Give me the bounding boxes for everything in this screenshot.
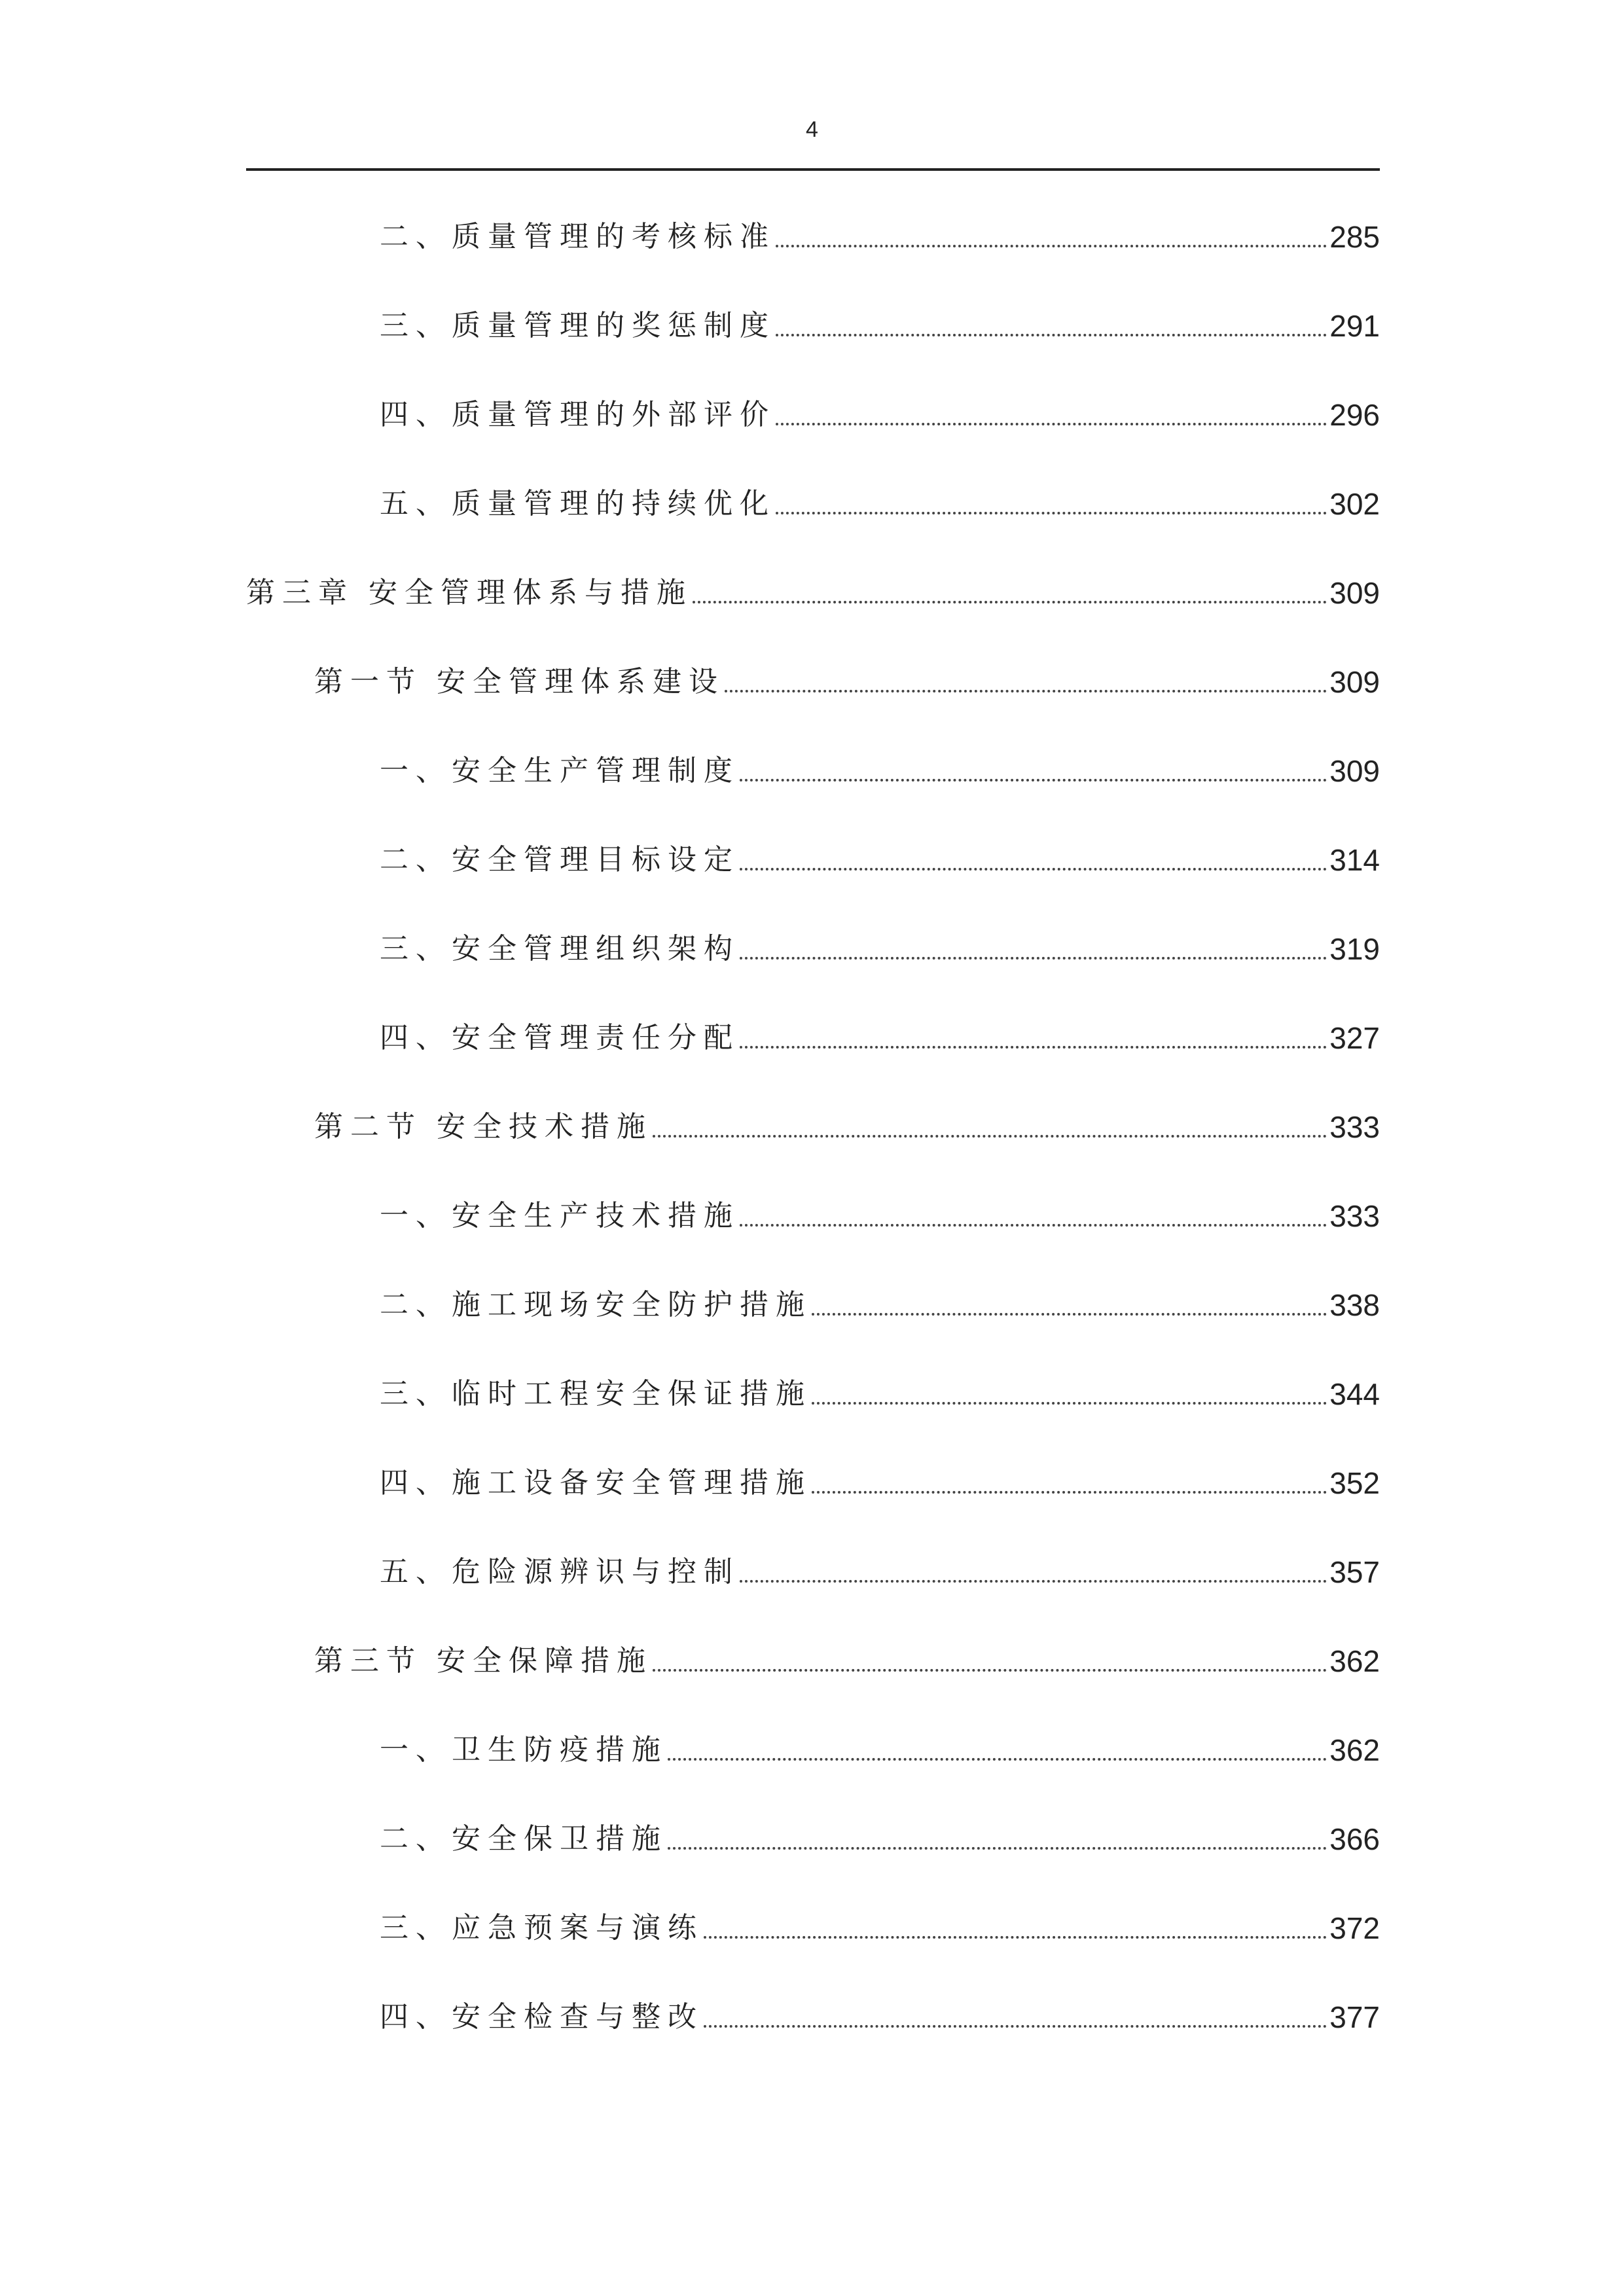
toc-entry-title: 四、安全管理责任分配 <box>380 1021 740 1054</box>
toc-entry-page: 309 <box>1329 754 1380 788</box>
toc-entry-title: 二、质量管理的考核标准 <box>380 220 776 253</box>
toc-entry[interactable] <box>380 928 1380 967</box>
toc-entry-page: 357 <box>1329 1555 1380 1589</box>
toc-entry[interactable] <box>380 1907 1380 1946</box>
toc-entry-page: 319 <box>1329 932 1380 966</box>
toc-entry-title: 三、安全管理组织架构 <box>380 932 740 965</box>
toc-leader-dots <box>740 779 1327 781</box>
toc-entry-page: 366 <box>1329 1822 1380 1856</box>
toc-entry-title: 四、安全检查与整改 <box>380 2000 704 2034</box>
toc-entry[interactable] <box>380 1017 1380 1056</box>
toc-entry-title: 五、质量管理的持续优化 <box>380 487 776 520</box>
toc-section-entry[interactable] <box>314 1106 1380 1145</box>
toc-entry[interactable] <box>380 750 1380 789</box>
toc-entry-title: 一、卫生防疫措施 <box>380 1733 668 1767</box>
toc-entry[interactable] <box>380 483 1380 522</box>
toc-entry-title: 三、临时工程安全保证措施 <box>380 1377 812 1410</box>
toc-entry-title <box>314 1643 653 1679</box>
toc-entry-title: 一、安全生产管理制度 <box>380 754 740 787</box>
toc-entry[interactable] <box>380 1729 1380 1768</box>
toc-leader-dots <box>812 1491 1327 1494</box>
toc-leader-dots <box>668 1758 1327 1761</box>
page-header-number: 4 <box>806 117 818 142</box>
toc-entry-page: 285 <box>1329 220 1380 254</box>
toc-leader-dots <box>740 1580 1327 1583</box>
toc-section-label: 第一节 <box>314 665 422 698</box>
toc-leader-dots <box>704 1936 1327 1939</box>
toc-leader-dots <box>653 1669 1327 1672</box>
toc-entry-page: 377 <box>1329 2000 1380 2034</box>
toc-entry-title: 一、安全生产技术措施 <box>380 1199 740 1232</box>
toc-entry-title: 二、安全管理目标设定 <box>380 843 740 876</box>
toc-entry-page: 333 <box>1329 1110 1380 1144</box>
toc-chapter-label: 第三章 <box>246 576 354 609</box>
toc-section-title: 安全保障措施 <box>437 1644 653 1677</box>
toc-entry[interactable] <box>380 1996 1380 2036</box>
toc-entry-page: 314 <box>1329 843 1380 877</box>
toc-entry-title <box>314 1109 653 1145</box>
toc-entry[interactable] <box>380 839 1380 878</box>
toc-entry[interactable] <box>380 305 1380 344</box>
toc-entry-page: 362 <box>1329 1644 1380 1678</box>
toc-entry-title: 三、质量管理的奖惩制度 <box>380 309 776 342</box>
toc-leader-dots <box>668 1847 1327 1850</box>
toc-entry[interactable] <box>380 1818 1380 1857</box>
toc-section-entry[interactable] <box>314 1640 1380 1679</box>
toc-section-title: 安全技术措施 <box>437 1110 653 1143</box>
toc-entry-page: 296 <box>1329 398 1380 432</box>
toc-entry[interactable] <box>380 1195 1380 1234</box>
toc-leader-dots <box>776 245 1327 247</box>
toc-leader-dots <box>693 601 1327 603</box>
toc-section-entry[interactable] <box>314 661 1380 700</box>
toc-entry[interactable] <box>380 1284 1380 1323</box>
toc-entry-page: 327 <box>1329 1021 1380 1055</box>
toc-entry-page: 302 <box>1329 487 1380 521</box>
toc-leader-dots <box>740 868 1327 870</box>
toc-entry-title <box>314 664 725 700</box>
toc-entry-title: 二、施工现场安全防护措施 <box>380 1288 812 1321</box>
toc-entry-title: 四、质量管理的外部评价 <box>380 398 776 431</box>
toc-leader-dots <box>740 1046 1327 1049</box>
toc-entry-page: 338 <box>1329 1288 1380 1322</box>
toc-entry[interactable] <box>380 394 1380 433</box>
toc-leader-dots <box>740 1224 1327 1227</box>
toc-entry-title <box>246 575 693 611</box>
toc-leader-dots <box>812 1313 1327 1316</box>
toc-entry-title: 五、危险源辨识与控制 <box>380 1555 740 1588</box>
toc-leader-dots <box>740 957 1327 960</box>
toc-leader-dots <box>776 512 1327 514</box>
toc-leader-dots <box>725 690 1327 692</box>
toc-entry-page: 372 <box>1329 1911 1380 1945</box>
toc-entry-page: 333 <box>1329 1199 1380 1233</box>
toc-entry-page: 362 <box>1329 1733 1380 1767</box>
toc-entry-page: 291 <box>1329 309 1380 343</box>
toc-leader-dots <box>704 2025 1327 2028</box>
toc-section-label: 第三节 <box>314 1644 422 1677</box>
toc-leader-dots <box>653 1135 1327 1138</box>
toc-section-title: 安全管理体系建设 <box>437 665 725 698</box>
toc-leader-dots <box>812 1402 1327 1405</box>
toc-entry[interactable] <box>380 1551 1380 1590</box>
toc-entry[interactable] <box>380 1462 1380 1501</box>
toc-entry[interactable] <box>380 1373 1380 1412</box>
toc-entry-title: 四、施工设备安全管理措施 <box>380 1466 812 1499</box>
toc-entry-page: 309 <box>1329 576 1380 610</box>
toc-entry[interactable] <box>380 216 1380 255</box>
toc-entry-page: 344 <box>1329 1377 1380 1411</box>
toc-entry-page: 352 <box>1329 1466 1380 1500</box>
toc-chapter-title: 安全管理体系与措施 <box>369 576 693 609</box>
toc-chapter-entry[interactable] <box>246 572 1380 611</box>
toc-entry-title: 三、应急预案与演练 <box>380 1911 704 1945</box>
toc-entry-page: 309 <box>1329 665 1380 699</box>
toc-entry-title: 二、安全保卫措施 <box>380 1822 668 1856</box>
toc-leader-dots <box>776 423 1327 425</box>
toc-section-label: 第二节 <box>314 1110 422 1143</box>
toc-leader-dots <box>776 334 1327 336</box>
